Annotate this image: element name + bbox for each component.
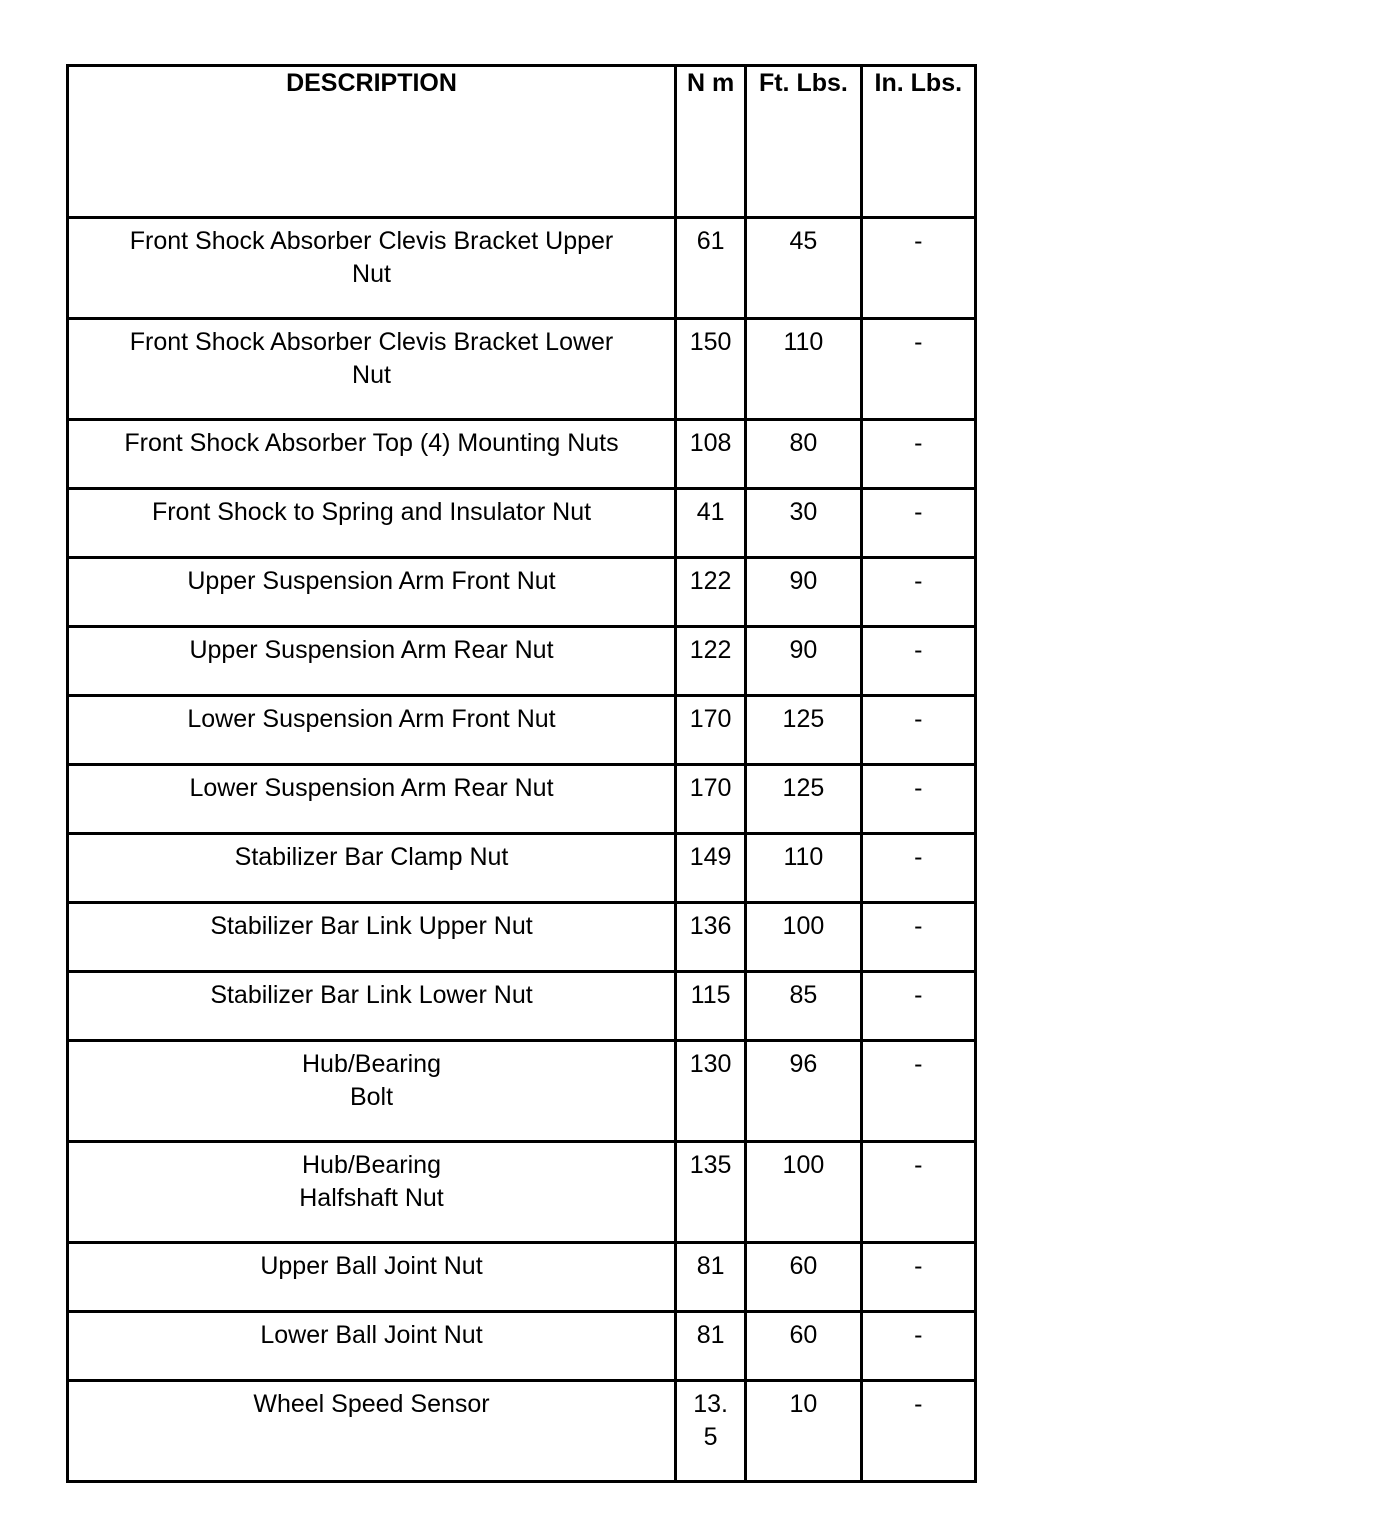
cell-in-lbs: - — [861, 1312, 975, 1381]
cell-description: Stabilizer Bar Link Lower Nut — [68, 972, 676, 1041]
cell-ft-lbs: 60 — [746, 1312, 861, 1381]
cell-nm: 41 — [676, 489, 746, 558]
cell-ft-lbs: 30 — [746, 489, 861, 558]
cell-in-lbs: - — [861, 489, 975, 558]
cell-in-lbs: - — [861, 903, 975, 972]
cell-description: Front Shock Absorber Clevis Bracket Lower Nut — [68, 319, 676, 420]
cell-nm: 149 — [676, 834, 746, 903]
cell-nm: 135 — [676, 1142, 746, 1243]
cell-in-lbs: - — [861, 696, 975, 765]
cell-ft-lbs: 60 — [746, 1243, 861, 1312]
cell-description: Stabilizer Bar Link Upper Nut — [68, 903, 676, 972]
cell-ft-lbs: 125 — [746, 765, 861, 834]
cell-nm: 136 — [676, 903, 746, 972]
cell-nm: 170 — [676, 765, 746, 834]
cell-nm: 81 — [676, 1243, 746, 1312]
cell-description: Stabilizer Bar Clamp Nut — [68, 834, 676, 903]
table-row — [68, 1142, 976, 1243]
cell-in-lbs: - — [861, 834, 975, 903]
cell-description: Upper Ball Joint Nut — [68, 1243, 676, 1312]
cell-description: Front Shock to Spring and Insulator Nut — [68, 489, 676, 558]
cell-description: Lower Suspension Arm Rear Nut — [68, 765, 676, 834]
cell-nm: 170 — [676, 696, 746, 765]
cell-in-lbs: - — [861, 1142, 975, 1243]
cell-ft-lbs: 100 — [746, 1142, 861, 1243]
table-row — [68, 696, 976, 765]
cell-in-lbs: - — [861, 1041, 975, 1142]
table-row — [68, 218, 976, 319]
cell-ft-lbs: 125 — [746, 696, 861, 765]
header-foot-pounds: Ft. Lbs. — [746, 66, 861, 218]
cell-nm: 61 — [676, 218, 746, 319]
cell-in-lbs: - — [861, 558, 975, 627]
cell-ft-lbs: 110 — [746, 834, 861, 903]
cell-ft-lbs: 96 — [746, 1041, 861, 1142]
table-row — [68, 1243, 976, 1312]
table-row — [68, 765, 976, 834]
cell-description: Wheel Speed Sensor — [68, 1381, 676, 1482]
cell-description: Front Shock Absorber Top (4) Mounting Nuts — [68, 420, 676, 489]
cell-nm: 81 — [676, 1312, 746, 1381]
cell-nm: 130 — [676, 1041, 746, 1142]
cell-description: Upper Suspension Arm Rear Nut — [68, 627, 676, 696]
cell-in-lbs: - — [861, 627, 975, 696]
cell-in-lbs: - — [861, 765, 975, 834]
table-row — [68, 972, 976, 1041]
cell-in-lbs: - — [861, 420, 975, 489]
cell-ft-lbs: 85 — [746, 972, 861, 1041]
cell-ft-lbs: 45 — [746, 218, 861, 319]
table-row — [68, 627, 976, 696]
cell-ft-lbs: 80 — [746, 420, 861, 489]
cell-description: Front Shock Absorber Clevis Bracket Upper Nut — [68, 218, 676, 319]
cell-description: Upper Suspension Arm Front Nut — [68, 558, 676, 627]
table-row — [68, 1312, 976, 1381]
header-newton-meters: N m — [676, 66, 746, 218]
cell-in-lbs: - — [861, 1381, 975, 1482]
header-inch-pounds: In. Lbs. — [861, 66, 975, 218]
cell-description: Lower Ball Joint Nut — [68, 1312, 676, 1381]
table-row — [68, 489, 976, 558]
header-description: DESCRIPTION — [68, 66, 676, 218]
cell-nm: 13. 5 — [676, 1381, 746, 1482]
cell-ft-lbs: 110 — [746, 319, 861, 420]
cell-nm: 108 — [676, 420, 746, 489]
cell-in-lbs: - — [861, 319, 975, 420]
table-row — [68, 834, 976, 903]
table-header-row — [68, 66, 976, 218]
cell-in-lbs: - — [861, 218, 975, 319]
table-row — [68, 558, 976, 627]
cell-ft-lbs: 90 — [746, 627, 861, 696]
cell-nm: 115 — [676, 972, 746, 1041]
table-row — [68, 903, 976, 972]
cell-ft-lbs: 90 — [746, 558, 861, 627]
cell-ft-lbs: 10 — [746, 1381, 861, 1482]
table-row — [68, 1041, 976, 1142]
cell-nm: 122 — [676, 558, 746, 627]
cell-ft-lbs: 100 — [746, 903, 861, 972]
table-row — [68, 1381, 976, 1482]
table-row — [68, 319, 976, 420]
cell-nm: 122 — [676, 627, 746, 696]
table-row — [68, 420, 976, 489]
torque-specification-table — [66, 64, 977, 1483]
cell-description: Hub/Bearing Halfshaft Nut — [68, 1142, 676, 1243]
cell-nm: 150 — [676, 319, 746, 420]
cell-description: Lower Suspension Arm Front Nut — [68, 696, 676, 765]
cell-description: Hub/Bearing Bolt — [68, 1041, 676, 1142]
cell-in-lbs: - — [861, 972, 975, 1041]
cell-in-lbs: - — [861, 1243, 975, 1312]
